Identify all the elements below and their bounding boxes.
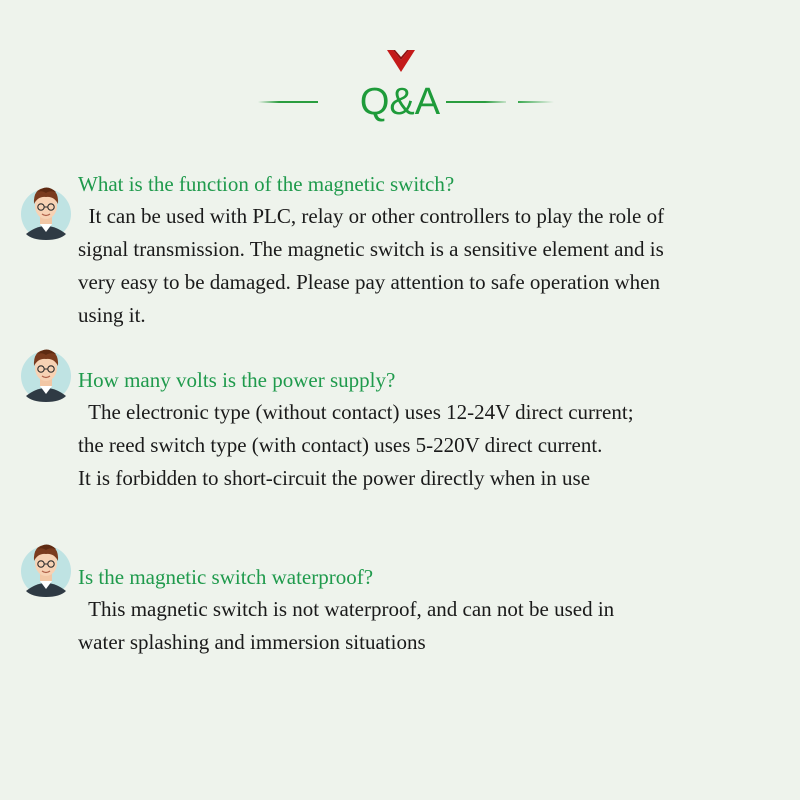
avatar-icon bbox=[20, 180, 72, 240]
answer-text bbox=[78, 200, 768, 332]
question-text: Is the magnetic switch waterproof? bbox=[78, 565, 374, 589]
answer-line: This magnetic switch is not waterproof, and can not be used in bbox=[78, 597, 615, 621]
answer-line: The electronic type (without contact) uses 12-24V direct current; bbox=[78, 400, 634, 424]
answer-line: the reed switch type (with contact) uses 5-220V direct current. bbox=[78, 433, 603, 457]
answer-text bbox=[78, 593, 768, 659]
answer-line: water splashing and immersion situations bbox=[78, 630, 426, 654]
page-title: Q&A bbox=[359, 81, 441, 123]
question-text: How many volts is the power supply? bbox=[78, 368, 396, 392]
chevron-down-icon bbox=[385, 48, 417, 74]
title-divider-right-tail bbox=[518, 101, 554, 103]
answer-line: It is forbidden to short-circuit the power directly when in use bbox=[78, 466, 591, 490]
title-divider-left bbox=[258, 101, 318, 103]
avatar-icon bbox=[20, 537, 72, 597]
answer-line: signal transmission. The magnetic switch is a sensitive element and is bbox=[78, 237, 664, 261]
answer-line: It can be used with PLC, relay or other controllers to play the role of bbox=[78, 204, 665, 228]
answer-text bbox=[78, 396, 768, 495]
answer-line: very easy to be damaged. Please pay attention to safe operation when bbox=[78, 270, 660, 294]
title-divider-right bbox=[446, 101, 506, 103]
avatar-icon bbox=[20, 342, 72, 402]
question-text: What is the function of the magnetic switch? bbox=[78, 172, 455, 196]
qa-header bbox=[0, 0, 800, 140]
answer-line: using it. bbox=[78, 303, 146, 327]
